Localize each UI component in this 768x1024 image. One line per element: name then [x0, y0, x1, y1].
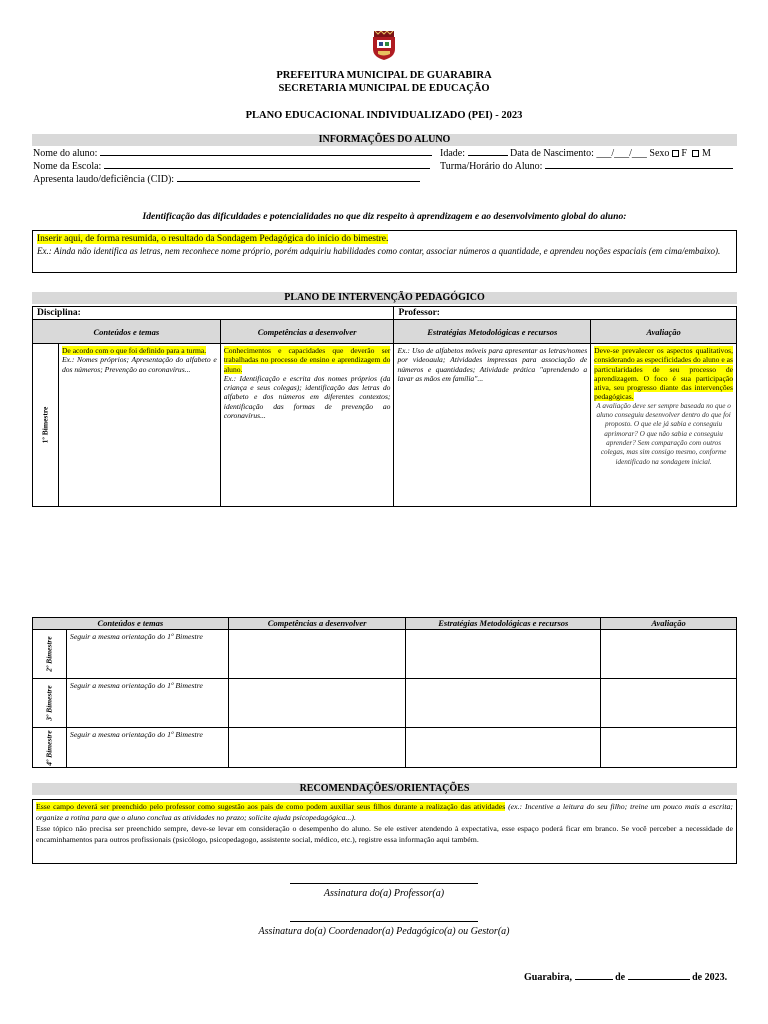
- sexo-m-label: M: [701, 148, 711, 159]
- professor-signature-line[interactable]: [290, 883, 478, 884]
- cidade-label: Guarabira,: [524, 972, 573, 983]
- sexo-f-checkbox[interactable]: [672, 150, 679, 157]
- nome-aluno-field[interactable]: [100, 147, 432, 156]
- bimestre-4-avaliacao-cell[interactable]: [601, 728, 737, 768]
- estrategias-example: Ex.: Uso de alfabetos móveis para apresentar as letras/nomes por videoaula; Atividades impressas para associação de números e quantidades; Atividade prática "aprendendo a lavar as mãos em família"...: [397, 346, 588, 383]
- col2-avaliacao-header: Avaliação: [601, 618, 737, 630]
- coordenador-signature-line[interactable]: [290, 921, 478, 922]
- competencias-highlight: Conhecimentos e capacidades que deverão ser trabalhadas no processo de ensino e aprendizagem do aluno.: [223, 346, 391, 374]
- recomendacoes-box[interactable]: [32, 799, 737, 864]
- turma-row: [440, 160, 733, 172]
- bimestre-2-estrategias-cell[interactable]: [406, 630, 601, 679]
- identificacao-highlight: Inserir aqui, de forma resumida, o resultado da Sondagem Pedagógica do início do bimestre.: [37, 234, 389, 244]
- secretaria-title: SECRETARIA MUNICIPAL DE EDUCAÇÃO: [278, 83, 490, 94]
- bimestre-2-avaliacao-cell[interactable]: [601, 630, 737, 679]
- idade-row: [440, 147, 711, 159]
- dia-field[interactable]: [575, 971, 613, 980]
- laudo-row: [33, 173, 420, 185]
- nome-escola-row: [33, 160, 430, 172]
- col-estrategias-header: Estratégias Metodológicas e recursos: [394, 320, 591, 344]
- coordenador-signature-label: Assinatura do(a) Coordenador(a) Pedagógico(a) ou Gestor(a): [258, 926, 510, 937]
- info-section-title: INFORMAÇÕES DO ALUNO: [32, 134, 737, 146]
- competencias-example: Ex.: Identificação e escrita dos nomes próprios (da criança e seus colegas); identificação das letras do alfabeto e dos números em diferentes contextos; identificação das formas de prevenção ao coronavírus...: [223, 373, 391, 421]
- estrategias-cell[interactable]: [394, 344, 591, 507]
- bimestre-4-conteudos-cell[interactable]: Seguir a mesma orientação do 1º Bimestre: [66, 728, 228, 768]
- professor-signature-label: Assinatura do(a) Professor(a): [323, 888, 445, 899]
- recomendacoes-example: (ex.: Incentive a leitura do seu filho; treine um pouco mais a escrita; organize a rotina para que o aluno conclua as atividades no prazo; solicite ajuda psicopedagógica...).: [36, 802, 733, 822]
- conteudos-cell[interactable]: [58, 344, 220, 507]
- bimestre-2-conteudos-cell[interactable]: Seguir a mesma orientação do 1º Bimestre: [66, 630, 228, 679]
- bimestre-3-avaliacao-cell[interactable]: [601, 679, 737, 728]
- de-ano-label: de 2023.: [692, 972, 728, 983]
- laudo-field[interactable]: [177, 173, 420, 182]
- avaliacao-cell[interactable]: [591, 344, 737, 507]
- bimestre-4-estrategias-cell[interactable]: [406, 728, 601, 768]
- bimestre-3-label-cell: [33, 679, 67, 728]
- data-local-row: [524, 971, 727, 983]
- bimestre-4-competencias-cell[interactable]: [228, 728, 406, 768]
- col2-estrategias-header: Estratégias Metodológicas e recursos: [406, 618, 601, 630]
- competencias-cell[interactable]: [220, 344, 394, 507]
- avaliacao-highlight: Deve-se prevalecer os aspectos qualitativos, considerando as especificidades do aluno e as particularidades de seu processo de aprendizagem. O foco é sua participação ativa, seu progresso diante das intervenções pedagógicas.: [594, 346, 733, 402]
- nome-escola-field[interactable]: [104, 160, 430, 169]
- turma-field[interactable]: [545, 160, 733, 169]
- de-label-1: de: [615, 972, 626, 983]
- identificacao-title: Identificação das dificuldades e potencialidades no que diz respeito à aprendizagem e ao desenvolvimento global do aluno:: [142, 211, 627, 222]
- bimestre-1-label: 1º Bimestre: [40, 406, 50, 444]
- bimestre-2-label-cell: [33, 630, 67, 679]
- col-avaliacao-header: Avaliação: [591, 320, 737, 344]
- sexo-m-checkbox[interactable]: [692, 150, 699, 157]
- idade-field[interactable]: [468, 147, 508, 156]
- mes-field[interactable]: [628, 971, 690, 980]
- nome-aluno-row: [33, 147, 432, 159]
- data-nascimento-label: Data de Nascimento:: [510, 148, 594, 159]
- crest-logo: [372, 31, 396, 60]
- nome-escola-label: Nome da Escola:: [33, 161, 102, 172]
- laudo-label: Apresenta laudo/deficiência (CID):: [33, 174, 175, 185]
- col2-competencias-header: Competências a desenvolver: [228, 618, 406, 630]
- bimestre-4-label-cell: [33, 728, 67, 768]
- avaliacao-example: A avaliação deve ser sempre baseada no que o aluno conseguiu desenvolver dentro do que foi proposto. O que ele já sabia e conseguiu aprimorar? O que não sabia e conseguiu aprender? Sem comparação com outros colegas, mas sim consigo mesmo, conforme identificado na sondagem inicial.: [596, 401, 731, 466]
- col-conteudos-header: Conteúdos e temas: [33, 320, 221, 344]
- bimestre-3-conteudos-cell[interactable]: Seguir a mesma orientação do 1º Bimestre: [66, 679, 228, 728]
- col2-conteudos-header: Conteúdos e temas: [33, 618, 229, 630]
- document-title: PLANO EDUCACIONAL INDIVIDUALIZADO (PEI) - 2023: [245, 110, 523, 121]
- conteudos-example: Ex.: Nomes próprios; Apresentação do alfabeto e dos números; Prevenção ao coronavírus...: [61, 355, 217, 374]
- turma-label: Turma/Horário do Aluno:: [440, 161, 543, 172]
- disciplina-cell[interactable]: Disciplina:: [33, 307, 394, 320]
- bimestre-2-competencias-cell[interactable]: [228, 630, 406, 679]
- bimestre-3-label: 3º Bimestre: [44, 685, 54, 721]
- col-competencias-header: Competências a desenvolver: [220, 320, 394, 344]
- recomendacoes-title: RECOMENDAÇÕES/ORIENTAÇÕES: [32, 783, 737, 795]
- bimestre-3-estrategias-cell[interactable]: [406, 679, 601, 728]
- sexo-label: Sexo: [649, 148, 670, 159]
- bimestre-4-label: 4º Bimestre: [44, 729, 54, 766]
- recomendacoes-paragraph: Esse tópico não precisa ser preenchido sempre, deve-se levar em consideração o desempenho do aluno. Se ele estiver atendendo à expectativa, esse espaço poderá ficar em branco. Se você perceber a necessidade de encaminhamentos para outros profissionais (psicólogo, psicopedagogo, assistente social, médico, etc.), registre essa informação aqui também.: [36, 824, 733, 844]
- nome-aluno-label: Nome do aluno:: [33, 148, 98, 159]
- professor-cell[interactable]: Professor:: [394, 307, 737, 320]
- data-nascimento-field[interactable]: ___/___/___: [596, 148, 647, 159]
- bimestre-1-label-cell: [33, 344, 59, 507]
- plano-table: [32, 306, 737, 507]
- sexo-f-label: F: [681, 148, 687, 159]
- recomendacoes-highlight: Esse campo deverá ser preenchido pelo professor como sugestão aos pais de como podem auxiliar seus filhos durante a realização das atividades: [36, 802, 506, 811]
- bimestre-3-competencias-cell[interactable]: [228, 679, 406, 728]
- plano-bimestres-table: [32, 617, 737, 768]
- plano-section-title: PLANO DE INTERVENÇÃO PEDAGÓGICO: [32, 292, 737, 304]
- identificacao-box[interactable]: [32, 230, 737, 273]
- bimestre-2-label: 2º Bimestre: [44, 636, 54, 672]
- identificacao-example: Ex.: Ainda não identifica as letras, nem reconhece nome próprio, porém adquiriu habilidades como contar, associar números a quantidade, e aprendeu noções espaciais (em cima/embaixo).: [37, 246, 721, 256]
- conteudos-highlight: De acordo com o que foi definido para a turma.: [61, 346, 207, 355]
- prefeitura-title: PREFEITURA MUNICIPAL DE GUARABIRA: [276, 70, 492, 81]
- idade-label: Idade:: [440, 148, 465, 159]
